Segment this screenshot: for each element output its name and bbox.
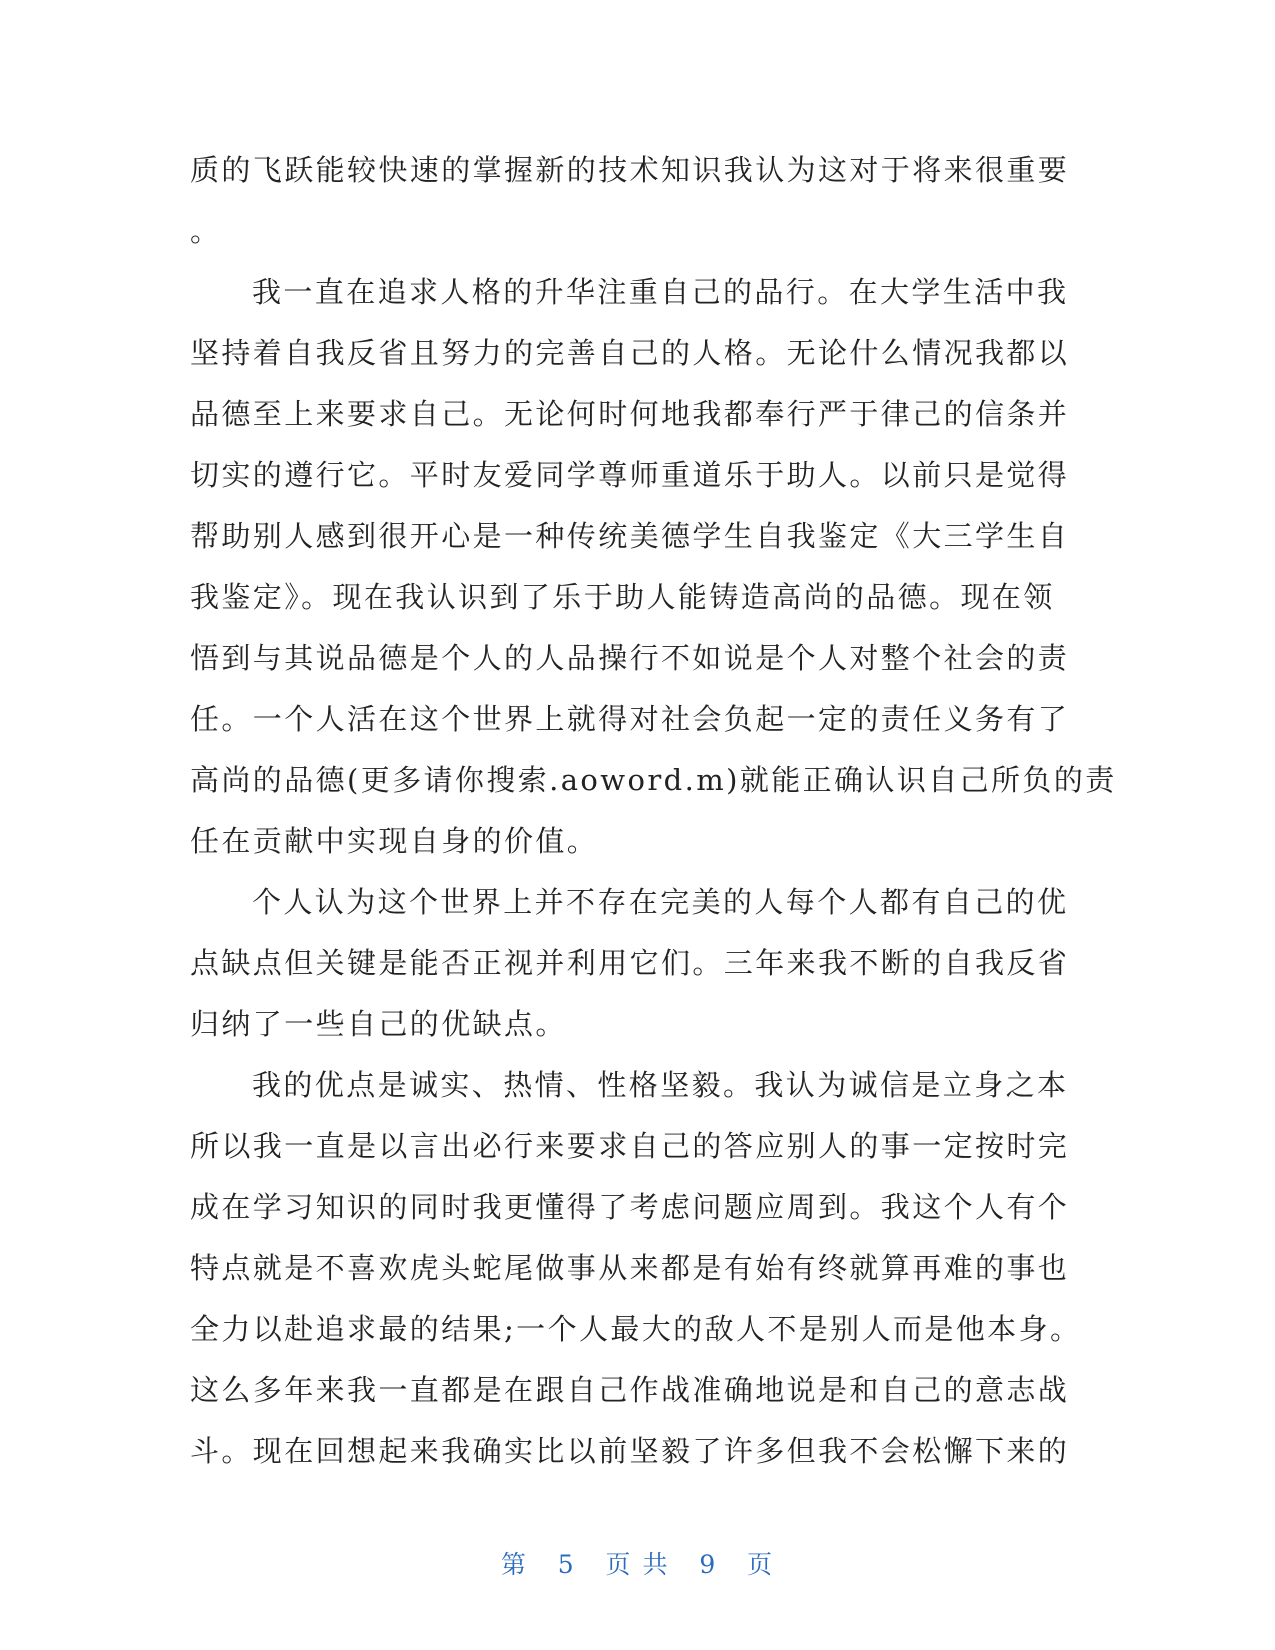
page-number-footer: [0, 1545, 1275, 1581]
text-line: 归纳了一些自己的优缺点。: [190, 1007, 567, 1041]
text-line: 。: [190, 214, 222, 248]
text-line: 成在学习知识的同时我更懂得了考虑问题应周到。我这个人有个: [190, 1190, 1070, 1224]
page-label-middle: 页 共: [605, 1550, 670, 1579]
text-line: 任。一个人活在这个世界上就得对社会负起一定的责任义务有了: [190, 702, 1070, 736]
text-line: 高尚的品德(更多请你搜索.aoword.m)就能正确认识自己所负的责: [190, 763, 1117, 797]
text-line: 切实的遵行它。平时友爱同学尊师重道乐于助人。以前只是觉得: [190, 458, 1070, 492]
text-line: 悟到与其说品德是个人的人品操行不如说是个人对整个社会的责: [190, 641, 1070, 675]
text-line: 坚持着自我反省且努力的完善自己的人格。无论什么情况我都以: [190, 336, 1070, 370]
paragraph-first-line: 个人认为这个世界上并不存在完美的人每个人都有自己的优: [252, 885, 1069, 919]
text-line: 我鉴定》。现在我认识到了乐于助人能铸造高尚的品德。现在领: [190, 580, 1055, 614]
text-line: 帮助别人感到很开心是一种传统美德学生自我鉴定《大三学生自: [190, 519, 1070, 553]
text-line: 全力以赴追求最的结果;一个人最大的敌人不是别人而是他本身。: [190, 1312, 1082, 1346]
document-body: [190, 140, 1117, 1482]
paragraph-first-line: 我一直在追求人格的升华注重自己的品行。在大学生活中我: [252, 275, 1069, 309]
current-page-number: 5: [557, 1550, 576, 1579]
text-line: 这么多年来我一直都是在跟自己作战准确地说是和自己的意志战: [190, 1373, 1070, 1407]
text-line: 斗。现在回想起来我确实比以前坚毅了许多但我不会松懈下来的: [190, 1434, 1070, 1468]
total-page-count: 9: [699, 1550, 718, 1579]
text-line: 质的飞跃能较快速的掌握新的技术知识我认为这对于将来很重要: [190, 153, 1070, 187]
text-line: 品德至上来要求自己。无论何时何地我都奉行严于律己的信条并: [190, 397, 1070, 431]
page-label-suffix: 页: [747, 1550, 775, 1579]
text-line: 所以我一直是以言出必行来要求自己的答应别人的事一定按时完: [190, 1129, 1070, 1163]
text-line: 特点就是不喜欢虎头蛇尾做事从来都是有始有终就算再难的事也: [190, 1251, 1070, 1285]
text-line: 任在贡献中实现自身的价值。: [190, 824, 599, 858]
text-line: 点缺点但关键是能否正视并利用它们。三年来我不断的自我反省: [190, 946, 1070, 980]
paragraph-first-line: 我的优点是诚实、热情、性格坚毅。我认为诚信是立身之本: [252, 1068, 1069, 1102]
page-label-prefix: 第: [500, 1550, 528, 1579]
